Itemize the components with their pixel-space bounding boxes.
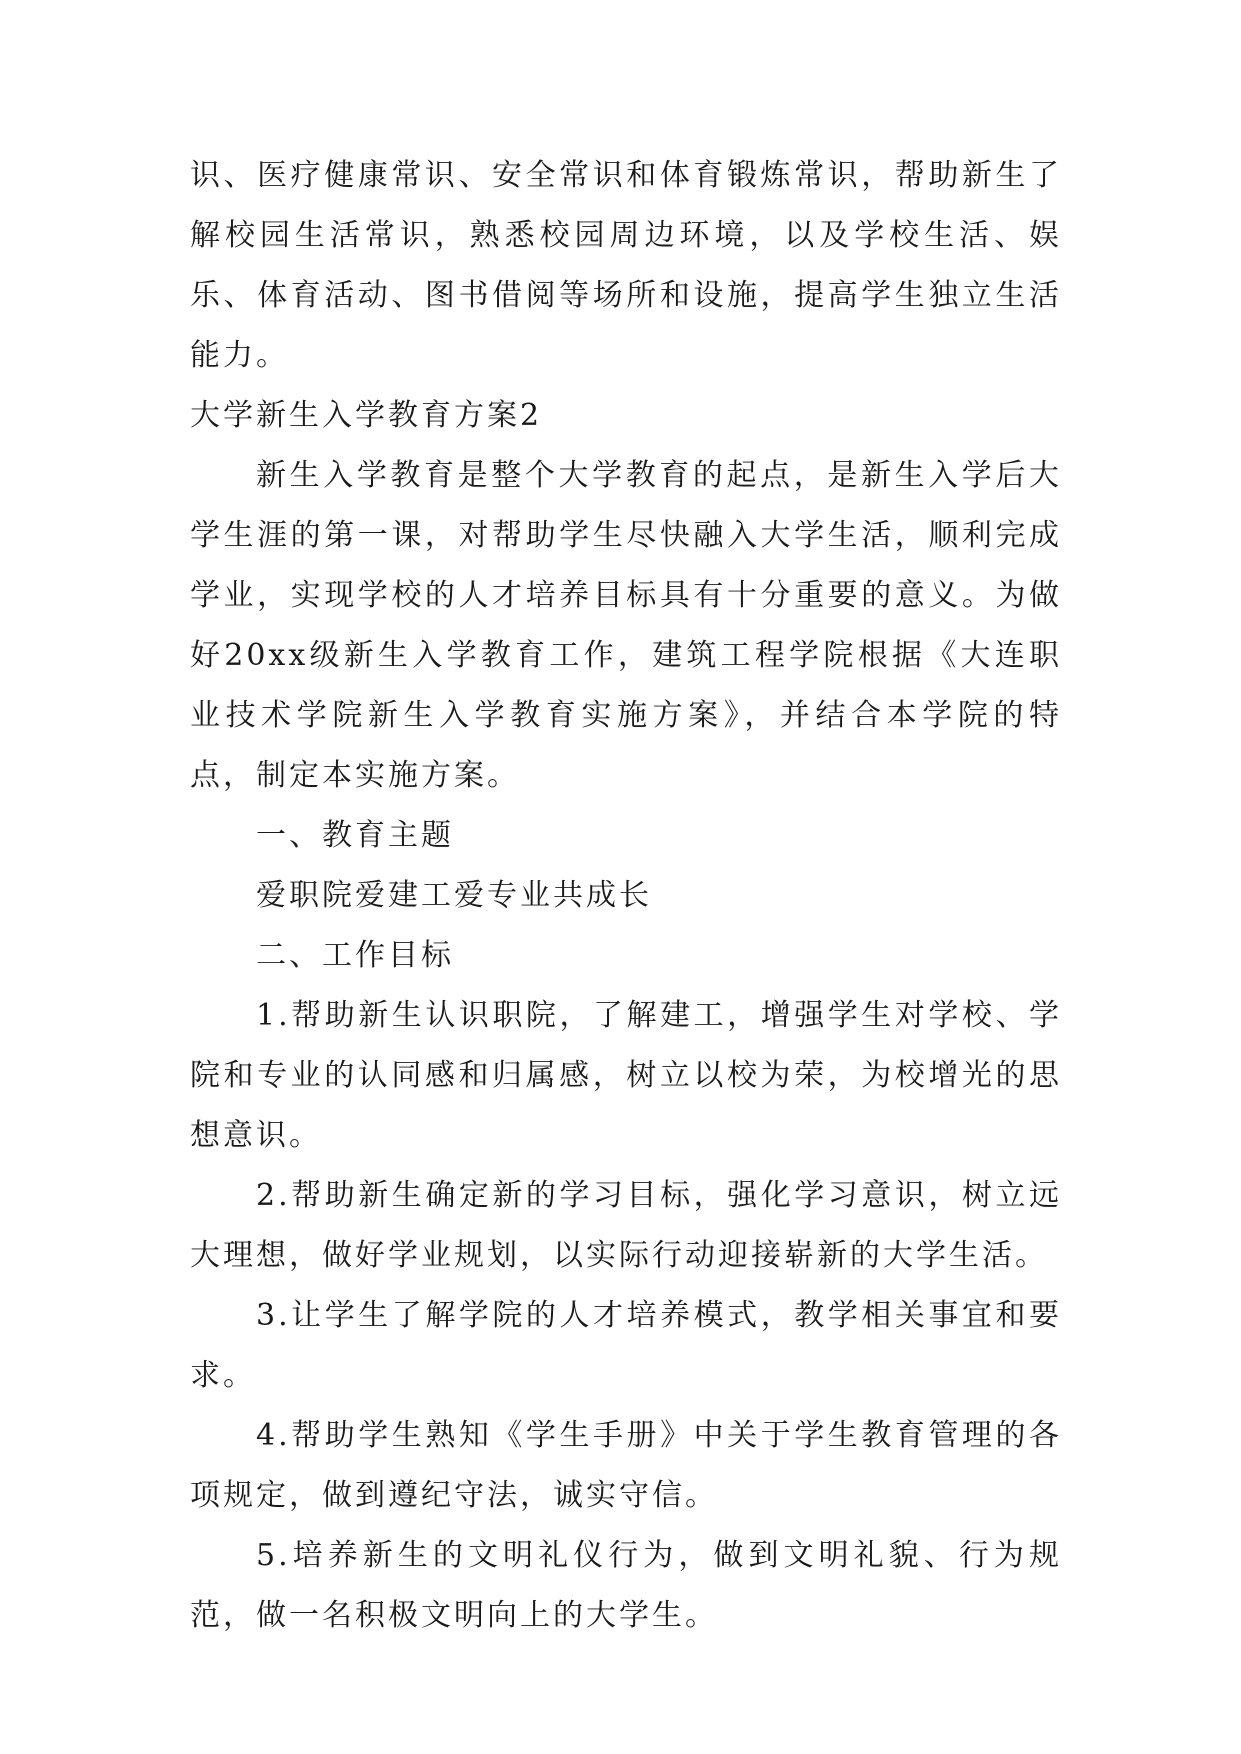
goal-item-1: 1.帮助新生认识职院，了解建工，增强学生对学校、学院和专业的认同感和归属感，树立以校为荣，为校增光的思想意识。 [190, 998, 1062, 1153]
theme-text: 爱职院爱建工爱专业共成长 [256, 878, 652, 913]
heading-work-goals: 二、工作目标 [256, 938, 454, 973]
goal-item-3: 3.让学生了解学院的人才培养模式，教学相关事宜和要求。 [190, 1298, 1062, 1393]
goal-item-5: 5.培养新生的文明礼仪行为，做到文明礼貌、行为规范，做一名积极文明向上的大学生。 [190, 1538, 1062, 1633]
document-body [190, 146, 1062, 1646]
goal-item-4: 4.帮助学生熟知《学生手册》中关于学生教育管理的各项规定，做到遵纪守法，诚实守信。 [190, 1418, 1062, 1513]
intro-paragraph: 新生入学教育是整个大学教育的起点，是新生入学后大学生涯的第一课，对帮助学生尽快融入大学生活，顺利完成学业，实现学校的人才培养目标具有十分重要的意义。为做好20xx级新生入学教育工作，建筑工程学院根据《大连职业技术学院新生入学教育实施方案》，并结合本学院的特点，制定本实施方案。 [190, 458, 1062, 793]
heading-education-theme: 一、教育主题 [256, 818, 454, 853]
goal-item-2: 2.帮助新生确定新的学习目标，强化学习意识，树立远大理想，做好学业规划，以实际行动迎接崭新的大学生活。 [190, 1178, 1062, 1273]
continuation-paragraph: 识、医疗健康常识、安全常识和体育锻炼常识，帮助新生了解校园生活常识，熟悉校园周边环境，以及学校生活、娱乐、体育活动、图书借阅等场所和设施，提高学生独立生活能力。 [190, 158, 1062, 373]
section-title: 大学新生入学教育方案2 [190, 398, 543, 433]
